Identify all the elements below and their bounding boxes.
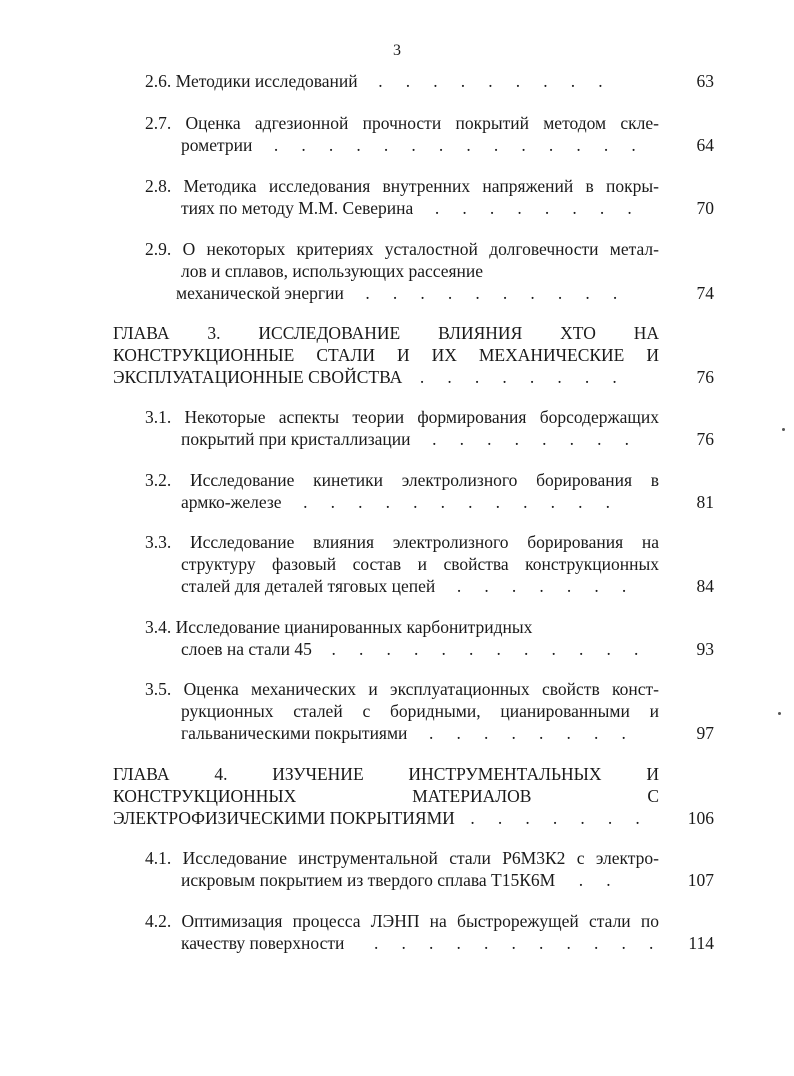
toc-entry-2-8 — [145, 175, 659, 219]
toc-chapter-title: ГЛАВА 3. ИССЛЕДОВАНИЕ ВЛИЯНИЯ ХТО НА — [113, 323, 659, 343]
toc-page-number: 106 — [687, 808, 714, 828]
toc-entry-2-6 — [145, 70, 659, 92]
toc-entry-title: 2.6. Методики исследований . . . . . . . . . — [145, 71, 603, 91]
toc-entry-title-cont: механической энергии . . . . . . . . . . — [176, 283, 618, 303]
toc-page-number: 70 — [696, 198, 714, 218]
scan-speck — [782, 428, 785, 431]
toc-page-number: 81 — [696, 492, 714, 512]
toc-page-number: 114 — [688, 933, 714, 953]
toc-entry-3-2 — [145, 469, 659, 513]
toc-page-number: 76 — [696, 429, 714, 449]
toc-entry-title-cont: слоев на стали 45 . . . . . . . . . . . . — [181, 639, 639, 659]
toc-page-number: 84 — [696, 576, 714, 596]
toc-entry-title: 3.3. Исследование влияния электролизного борирования на — [145, 532, 659, 552]
toc-chapter-title-cont: ЭКСПЛУАТАЦИОННЫЕ СВОЙСТВА . . . . . . . . — [113, 367, 617, 387]
toc-entry-title-cont: тиях по методу М.М. Северина . . . . . . . . — [181, 198, 632, 218]
toc-entry-title-cont: покрытий при кристаллизации . . . . . . . . — [181, 429, 629, 449]
toc-page-number: 64 — [696, 135, 714, 155]
toc-entry-2-7 — [145, 112, 659, 156]
toc-page-number: 63 — [696, 71, 714, 91]
toc-entry-title: 3.4. Исследование цианированных карбонитридных — [145, 617, 533, 637]
toc-entry-title-cont: сталей для деталей тяговых цепей . . . . . . . — [181, 576, 627, 596]
toc-entry-4-1 — [145, 847, 659, 891]
toc-entry-title: 2.7. Оценка адгезионной прочности покрытий методом скле- — [145, 113, 659, 133]
toc-entry-title-cont: структуру фазовый состав и свойства конструкционных — [181, 554, 659, 574]
toc-chapter-title-cont: КОНСТРУКЦИОННЫЕ СТАЛИ И ИХ МЕХАНИЧЕСКИЕ И — [113, 345, 659, 365]
toc-entry-2-9 — [145, 238, 659, 304]
toc-chapter-title-cont: КОНСТРУКЦИОННЫХ МАТЕРИАЛОВ С — [113, 786, 659, 806]
page-number: 3 — [393, 42, 401, 59]
toc-entry-title-cont: искровым покрытием из твердого сплава Т15К6М . . — [181, 870, 611, 890]
toc-entry-title: 2.9. О некоторых критериях усталостной долговечности метал- — [145, 239, 659, 259]
toc-entry-3-5 — [145, 678, 659, 744]
toc-entry-title-cont: качеству поверхности . . . . . . . . . . . — [181, 933, 654, 953]
toc-entry-3-4 — [145, 616, 659, 660]
toc-entry-title: 4.1. Исследование инструментальной стали Р6М3К2 с электро- — [145, 848, 659, 868]
toc-page-number: 93 — [696, 639, 714, 659]
toc-entry-title-cont: гальваническими покрытиями . . . . . . . . — [181, 723, 626, 743]
toc-chapter-4 — [113, 763, 659, 829]
toc-chapter-title: ГЛАВА 4. ИЗУЧЕНИЕ ИНСТРУМЕНТАЛЬНЫХ И — [113, 764, 659, 784]
toc-page-number: 107 — [687, 870, 714, 890]
toc-page-number: 97 — [696, 723, 714, 743]
toc-entry-title-cont: лов и сплавов, использующих рассеяние — [181, 261, 484, 281]
toc-entry-title-cont: армко-железе . . . . . . . . . . . . — [181, 492, 610, 512]
toc-entry-title: 3.1. Некоторые аспекты теории формирования борсодержащих — [145, 407, 659, 427]
toc-entry-title: 3.2. Исследование кинетики электролизного борирования в — [145, 470, 659, 490]
toc-chapter-3 — [113, 322, 659, 388]
toc-entry-3-3 — [145, 531, 659, 597]
toc-entry-title: 4.2. Оптимизация процесса ЛЭНП на быстрорежущей стали по — [145, 911, 659, 931]
toc-entry-title-cont: рукционных сталей с боридными, цианированными и — [181, 701, 659, 721]
toc-entry-title-cont: рометрии . . . . . . . . . . . . . . — [181, 135, 636, 155]
toc-chapter-title-cont: ЭЛЕКТРОФИЗИЧЕСКИМИ ПОКРЫТИЯМИ . . . . . . . — [113, 808, 640, 828]
toc-entry-3-1 — [145, 406, 659, 450]
toc-page-number: 76 — [696, 367, 714, 387]
toc-entry-4-2 — [145, 910, 659, 954]
toc-entry-title: 3.5. Оценка механических и эксплуатационных свойств конст- — [145, 679, 659, 699]
scan-speck — [778, 712, 781, 715]
toc-entry-title: 2.8. Методика исследования внутренних напряжений в покры- — [145, 176, 659, 196]
toc-page-number: 74 — [696, 283, 714, 303]
